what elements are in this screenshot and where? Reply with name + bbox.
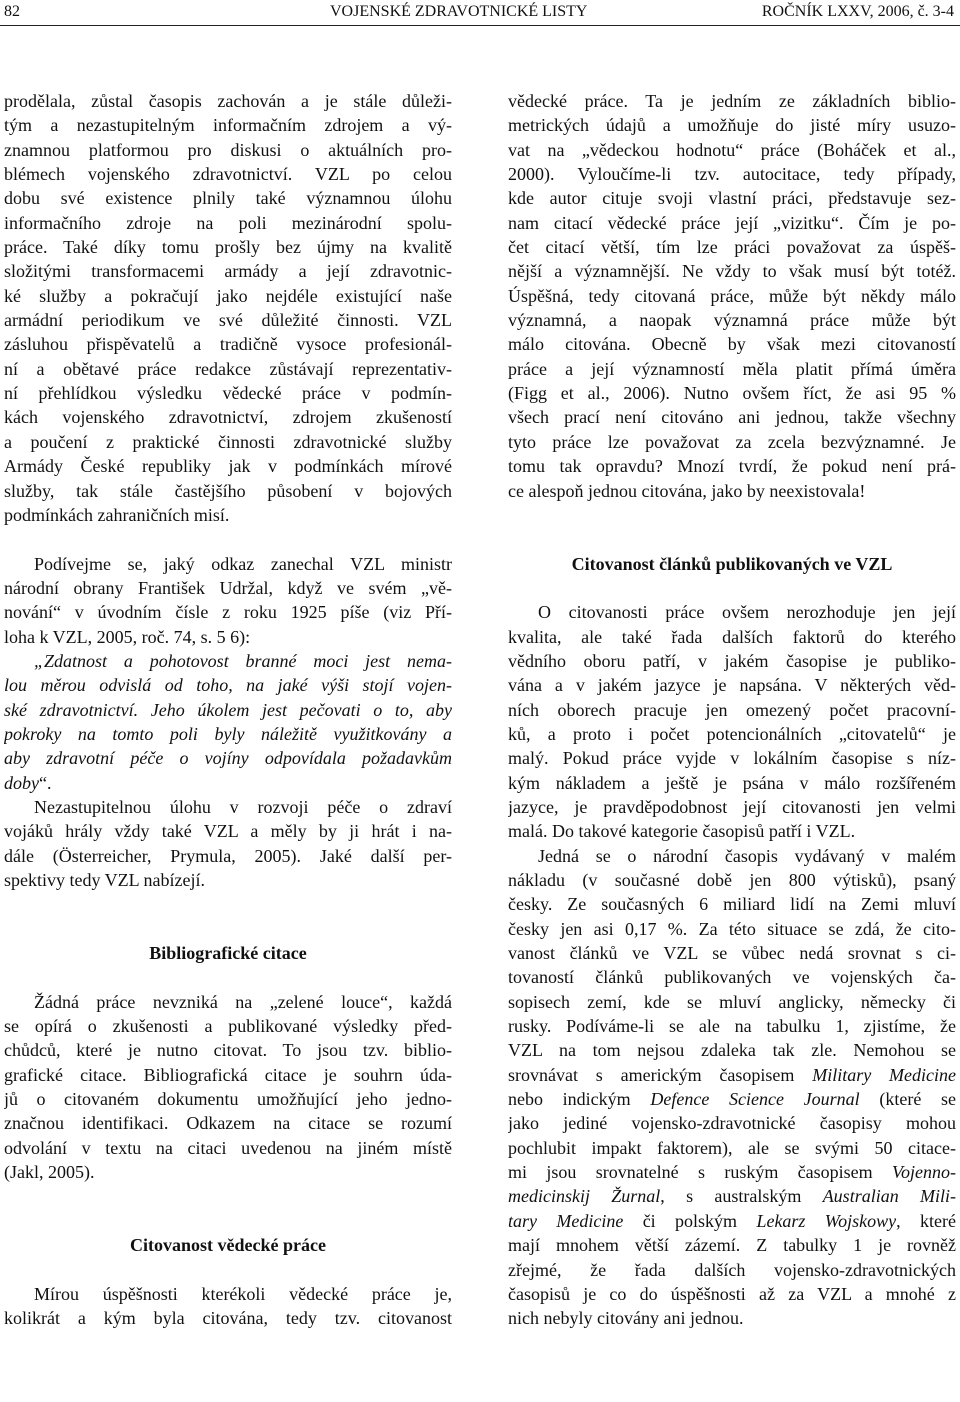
text-line: jů o citovaném dokumentu umožňující jeho jedno- (4, 1089, 452, 1110)
journal-title-vojenno: Vojenno- (892, 1162, 956, 1183)
text-line: ků, a proto i počet potencionálních „citovatelů“ je (508, 723, 956, 744)
text-line: česky. Ze současných 6 miliard lidí na Zemi mluví (508, 894, 956, 915)
text-line: informačního zdroje na poli mezinárodní spolu- (4, 212, 452, 233)
right-column (508, 89, 956, 1331)
text-line: vána a v jakém jazyce je napsána. V některých věd- (508, 675, 956, 696)
quote-line: aby zdravotní péče o vojíny odpovídala požadavkům (4, 748, 452, 769)
journal-title-military-medicine: Military Medicine (812, 1064, 956, 1085)
text-line: 2000). Vyloučíme-li tzv. autocitace, tedy případy, (508, 164, 956, 185)
journal-name: VOJENSKÉ ZDRAVOTNICKÉ LISTY (330, 3, 588, 20)
text-line: Podívejme se, jaký odkaz zanechal VZL ministr (34, 553, 452, 574)
text-line: služby, tak stále častějšího působení v bojových (4, 480, 452, 501)
text-line: vědecké práce. Ta je jedním ze základních biblio- (508, 91, 956, 111)
text-line: nam citací vědecké práce její „vizitku“. Čím je po- (508, 212, 956, 233)
text-line: spektivy tedy VZL nabízejí. (4, 870, 205, 890)
text-line: mají mnohem větší zázemí. Z tabulky 1 je rovněž (508, 1235, 956, 1256)
text-line: málo citována. Obecně by však mezi citovaností (508, 334, 956, 355)
text-line: ních oborech pracuje jen omezený počet pracovní- (508, 699, 956, 720)
quote-line: ské zdravotnictví. Jeho úkolem jest pečovati o to, aby (4, 699, 452, 720)
text-line: tovaností článků publikovaných ve vojenských ča- (508, 967, 956, 988)
text-segment: , které (896, 1210, 956, 1231)
paragraph-citation-measure (4, 1282, 452, 1331)
text-line: vat na „vědeckou hodnotu“ práce (Boháček et al., (508, 139, 956, 160)
text-line: jako jediné vojensko-zdravotnické časopisy mohou (508, 1113, 956, 1134)
page-number: 82 (4, 3, 20, 20)
text-segment: nebo indickým (508, 1089, 651, 1110)
quote-close: “. (39, 772, 52, 793)
header-rule (0, 25, 960, 26)
text-line: práce a její významností měla platit přímá úměra (508, 358, 956, 379)
text-line: prodělala, zůstal časopis zachován a je stále důleži- (4, 91, 452, 111)
text-line: odvolání v textu na citaci uvedenou na jiném místě (4, 1137, 452, 1158)
section-heading-bibliographic-citations: Bibliografické citace (149, 943, 307, 964)
text-segment: mi jsou srovnatelné s ruským časopisem (508, 1162, 893, 1183)
text-line: vanost článků ve VZL se vůbec nedá srovnat s ci- (508, 943, 956, 964)
paragraph-udrzal-quote (4, 552, 452, 893)
text-line: významná, a naopak významná práce může být (508, 310, 956, 331)
text-line: kách vojenského zdravotnictví, zdrojem zkušeností (4, 407, 452, 428)
quote-end-line (4, 771, 452, 795)
text-line: nákladu (v současné době jen 800 výtisků), psaný (508, 870, 956, 890)
text-line: Nezastupitelnou úlohu v rozvoji péče o zdraví (34, 796, 452, 817)
text-segment: (které se (859, 1089, 956, 1110)
text-line: Žádná práce nevzniká na „zelené louce“, každá (34, 991, 452, 1012)
text-line: ké služby a pokračují jako nejdéle existující naše (4, 285, 452, 306)
text-line (508, 1087, 956, 1111)
section-heading-citation-of-scientific-work: Citovanost vědecké práce (130, 1235, 326, 1256)
text-line: podmínkách zahraničních misí. (4, 504, 230, 525)
issue-info: ROČNÍK LXXV, 2006, č. 3-4 (761, 3, 954, 20)
text-line: složitými transformacemi armády a její zdravotnic- (4, 261, 452, 282)
text-line: nování“ v úvodním čísle z roku 1925 píše (viz Pří- (4, 602, 452, 623)
quote-end-word: doby (4, 772, 39, 793)
paragraph-udrzal-intro (4, 89, 452, 527)
running-header (0, 0, 960, 26)
text-line: se opírá o zkušenosti a publikované výsledky před- (4, 1016, 452, 1037)
text-line: loha k VZL, 2005, roč. 74, s. 5 6): (4, 626, 251, 647)
text-line: znamnou platformou pro diskusi o aktuálních pro- (4, 139, 452, 160)
text-line: zásluhou přispěvatelů a tradičně vysoce profesionál- (4, 334, 452, 355)
text-line (508, 1184, 956, 1208)
text-line: časopisů je co do úspěšnosti až za VZL a mnohé z (508, 1283, 956, 1304)
quote-line: lou měrou odvislá od toho, na jaké výši stojí vojen- (4, 675, 452, 696)
paragraph-citation-factors (508, 600, 956, 843)
text-line: rusky. Podíváme-li se ale na tabulku 1, zjistíme, že (508, 1016, 956, 1037)
text-line: vědního oboru patří, v jakém časopise je publiko- (508, 650, 956, 671)
quote-line: pokroky na tomto poli byly náležitě využitkovány a (4, 723, 452, 744)
paragraph-citation-continued (508, 89, 956, 503)
text-line: vojáků hrály vždy také VZL a měly by ji hrát i na- (4, 821, 452, 842)
text-line: ní přehlídkou výsledku vědecké práce v podmín- (4, 383, 452, 404)
text-line: čet citací větší, tím lze práci považovat za úspěš- (508, 237, 956, 258)
text-line: metrických údajů a umožňuje do jisté míry usuzo- (508, 115, 956, 136)
text-line: VZL na tom nejsou zdaleka tak zle. Nemohou se (508, 1040, 956, 1061)
text-line: dále (Österreicher, Prymula, 2005). Jaké další per- (4, 845, 452, 866)
text-line: značnou identifikaci. Odkazem na citace se rozumí (4, 1113, 452, 1134)
text-segment: , s australským (660, 1186, 823, 1207)
text-line: jazyce, je pravděpodobnost její citovanosti jen velmi (508, 796, 956, 817)
text-line: pochlubit impakt faktorem), ale se svými 50 citace- (508, 1137, 956, 1158)
text-line: blémech vojenského zdravotnictví. VZL po celou (4, 164, 452, 185)
text-line: tyto práce lze považovat za zcela bezvýznamné. Je (508, 431, 956, 452)
text-line: národní obrany František Udržal, když ve svém „vě- (4, 577, 452, 598)
text-line (508, 1063, 956, 1087)
text-line: ce alespoň jednou citována, jako by neexistovala! (508, 480, 866, 501)
text-line: malá. Do takové kategorie časopisů patří i VZL. (508, 821, 856, 842)
text-line: Úspěšná, tedy citovaná práce, může být někdy málo (508, 285, 956, 306)
paragraph-bibliographic-citations (4, 990, 452, 1185)
text-line: Jedná se o národní časopis vydávaný v malém (538, 845, 956, 866)
text-line (508, 1209, 956, 1233)
text-line: tým a nezastupitelným informačním zdrojem a vý- (4, 115, 452, 136)
text-line: práce. Také díky tomu prošly bez újmy na kvalitě (4, 237, 452, 258)
text-segment: srovnávat s americkým časopisem (508, 1064, 813, 1085)
text-line: armádní periodikum ve své důležité činnosti. VZL (4, 310, 452, 331)
text-line: malý. Pokud práce vyjde v lokálním časopise s níz- (508, 748, 956, 769)
text-line: ní a obětavé práce redakce zůstávají reprezentativ- (4, 358, 452, 379)
text-line (508, 1160, 956, 1184)
text-segment: či polským (623, 1210, 757, 1231)
text-line: a poučení z praktické činnosti zdravotnické služby (4, 431, 452, 452)
text-line: (Figg et al., 2006). Nutno ovšem říct, že asi 95 % (508, 383, 956, 404)
text-line: tomu tak opravdu? Mnozí tvrdí, že pokud není prá- (508, 456, 956, 477)
text-line: sopisech zemí, kde se mluví anglicky, německy či (508, 991, 956, 1012)
text-line: Armády České republiky jak v podmínkách mírové (4, 456, 452, 477)
text-line: kde autor cituje svoji vlastní práci, představuje sez- (508, 188, 956, 209)
journal-title-australian: Australian Mili- (822, 1186, 956, 1207)
section-heading-vzl-citations: Citovanost článků publikovaných ve VZL (571, 553, 893, 574)
text-line: kolikrát a kým byla citována, tedy tzv. citovanost (4, 1308, 452, 1329)
text-line: Mírou úspěšnosti kterékoli vědecké práce je, (34, 1283, 452, 1304)
text-line: (Jakl, 2005). (4, 1162, 95, 1183)
left-column (4, 89, 452, 1331)
text-line: O citovanosti práce ovšem nerozhoduje jen její (538, 602, 956, 623)
text-line: česky jen asi 0,17 %. Za této situace se zdá, že cito- (508, 918, 956, 939)
paragraph-vzl-comparison (508, 844, 956, 1331)
text-line: chůdců, které je nutno citovat. To jsou tzv. biblio- (4, 1040, 452, 1061)
journal-title-lekarz: Lekarz Wojskowy (756, 1210, 897, 1231)
journal-title-australian-end: tary Medicine (508, 1210, 624, 1231)
text-line: nich nebyly citovány ani jednou. (508, 1308, 744, 1329)
journal-title-zurnal: medicinskij Žurnal (508, 1186, 661, 1207)
text-line: nější a významnější. Ne vždy to však musí být totéž. (508, 261, 956, 282)
quote-line: „Zdatnost a pohotovost branné moci jest nema- (34, 650, 452, 671)
text-line: zřejmé, že řada dalších vojensko-zdravotnických (508, 1259, 956, 1280)
journal-title-defence-science: Defence Science Journal (650, 1089, 860, 1110)
text-line: všech prací není citováno ani jednou, takže všechny (508, 407, 956, 428)
text-line: grafické citace. Bibliografická citace je souhrn úda- (4, 1064, 452, 1085)
text-line: kým nákladem a ještě je psána v málo rozšířeném (508, 772, 956, 793)
text-line: dobu své existence plnily také významnou úlohu (4, 188, 452, 209)
text-line: kvalita, ale také řada dalších faktorů do kterého (508, 626, 956, 647)
